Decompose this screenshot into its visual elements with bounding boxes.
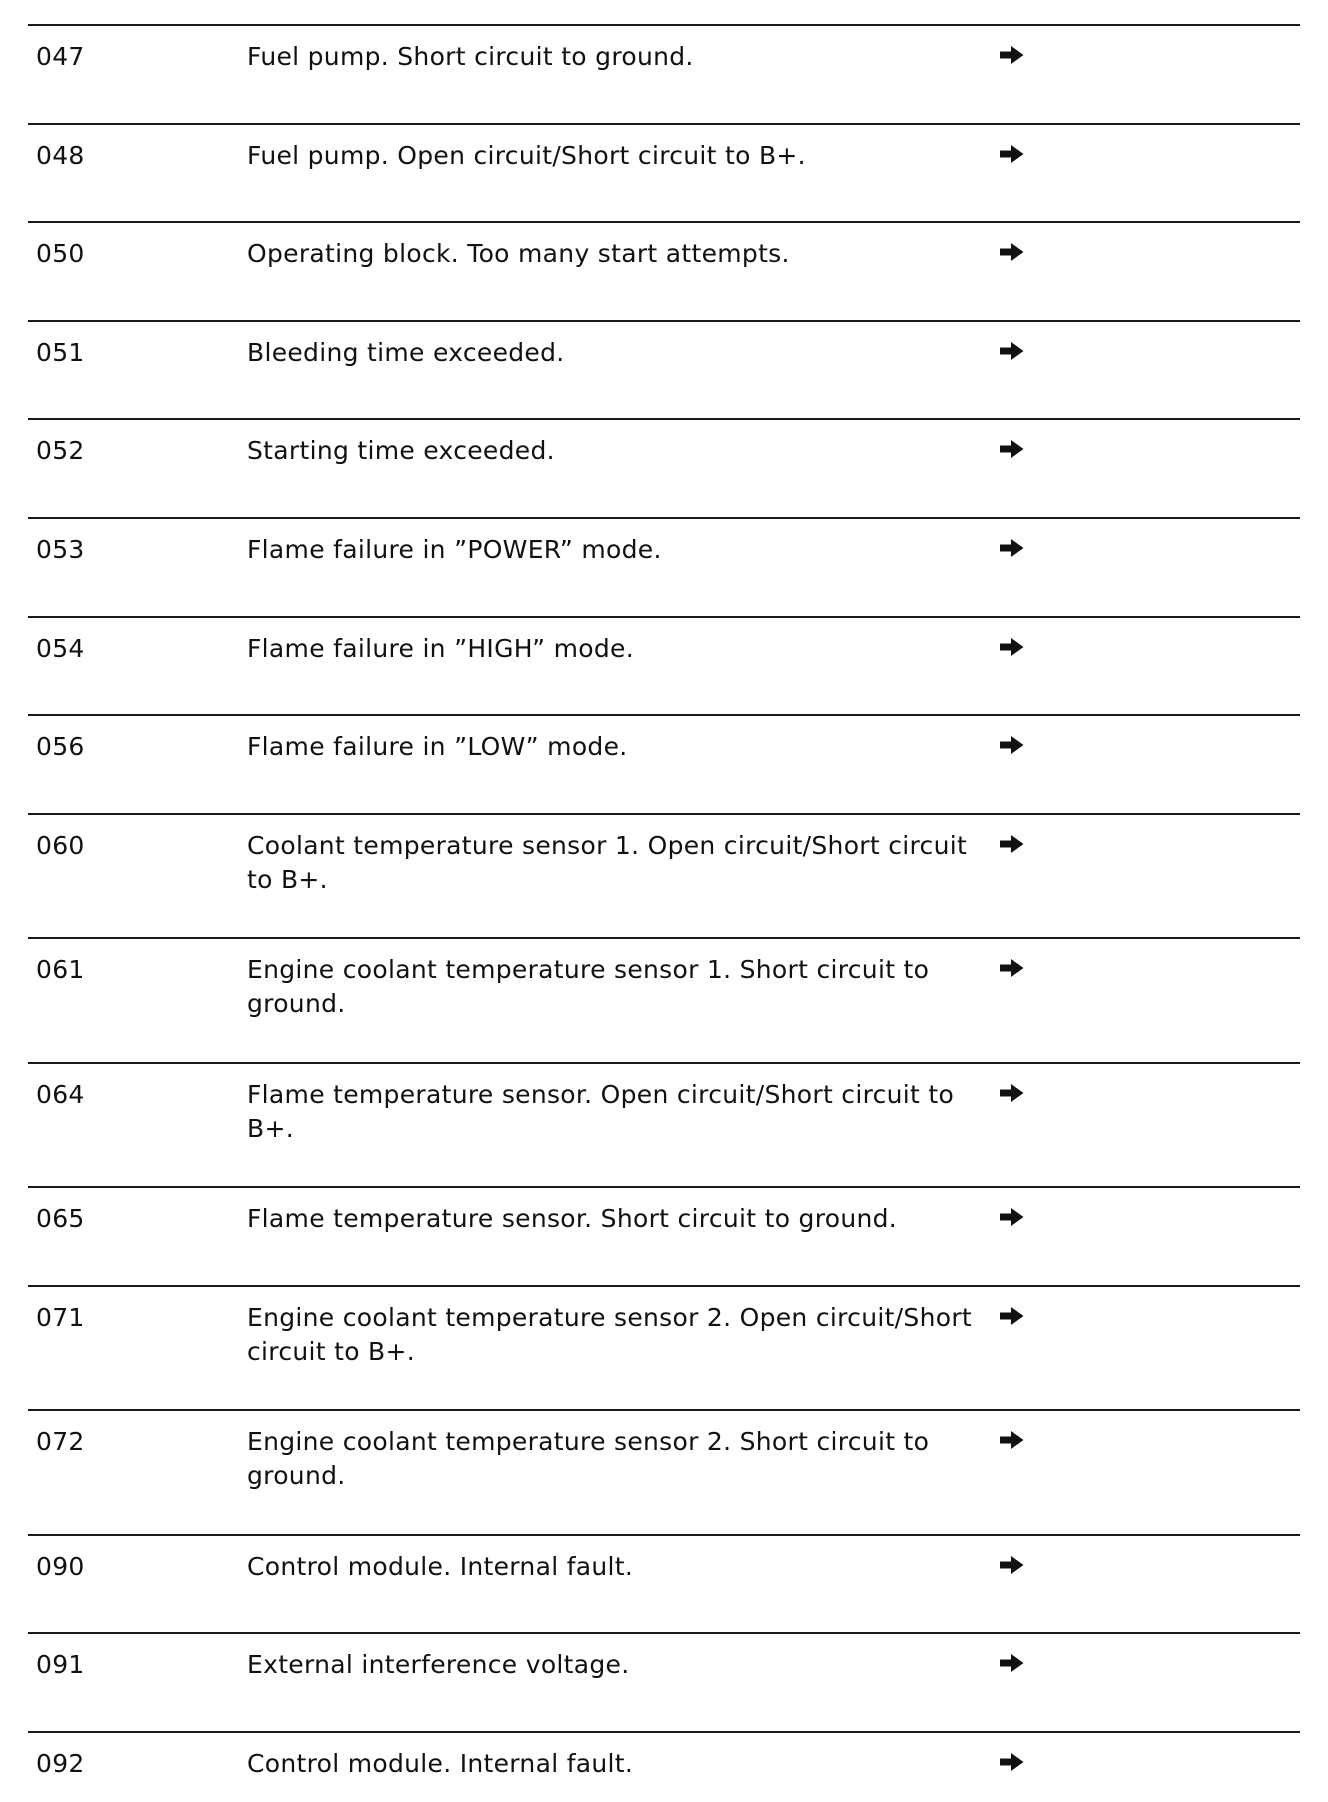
right-arrow-icon[interactable]: [999, 828, 1029, 862]
fault-code: 048: [36, 140, 85, 170]
fault-description: Flame failure in ”POWER” mode.: [247, 534, 662, 564]
table-row: [28, 616, 1300, 715]
fault-code: 047: [36, 42, 85, 71]
table-row: [28, 418, 1300, 517]
fault-description: Starting time exceeded.: [247, 436, 555, 466]
right-arrow-icon[interactable]: [999, 1647, 1029, 1681]
fault-description: Engine coolant temperature sensor 2. Open circuit/Short circuit to B+.: [247, 1302, 972, 1366]
fault-description: Flame temperature sensor. Open circuit/Short circuit to B+.: [247, 1079, 955, 1143]
right-arrow-icon[interactable]: [999, 236, 1029, 270]
fault-description: Flame failure in ”LOW” mode.: [247, 732, 628, 762]
right-arrow-icon[interactable]: [999, 952, 1029, 986]
fault-code: 053: [36, 534, 85, 564]
fault-code: 064: [36, 1079, 85, 1109]
fault-description: Bleeding time exceeded.: [247, 337, 565, 367]
right-arrow-icon[interactable]: [999, 631, 1029, 665]
fault-description: Flame failure in ”HIGH” mode.: [247, 633, 634, 663]
table-row: [28, 1632, 1300, 1731]
fault-code: 050: [36, 239, 85, 269]
right-arrow-icon[interactable]: [999, 1549, 1029, 1583]
fault-code-table: [28, 24, 1300, 1791]
table-row: [28, 937, 1300, 1062]
fault-description: Control module. Internal fault.: [247, 1551, 634, 1581]
table-row: [28, 320, 1300, 419]
right-arrow-icon[interactable]: [999, 1201, 1029, 1235]
fault-code: 056: [36, 732, 85, 762]
fault-code: 092: [36, 1749, 85, 1779]
fault-description: Control module. Internal fault.: [247, 1749, 634, 1779]
table-row: [28, 517, 1300, 616]
fault-description: Fuel pump. Open circuit/Short circuit to B+.: [247, 140, 806, 170]
fault-description: Fuel pump. Short circuit to ground.: [247, 42, 694, 71]
right-arrow-icon[interactable]: [999, 1077, 1029, 1111]
table-row: [28, 24, 1300, 123]
fault-code: 065: [36, 1204, 85, 1234]
fault-description: Engine coolant temperature sensor 2. Short circuit to ground.: [247, 1427, 930, 1491]
fault-description: Coolant temperature sensor 1. Open circuit/Short circuit to B+.: [247, 830, 968, 894]
right-arrow-icon[interactable]: [999, 532, 1029, 566]
right-arrow-icon[interactable]: [999, 1300, 1029, 1334]
table-row: [28, 221, 1300, 320]
fault-code: 052: [36, 436, 85, 466]
table-row: [28, 1731, 1300, 1791]
table-row: [28, 813, 1300, 938]
right-arrow-icon[interactable]: [999, 138, 1029, 172]
fault-description: Engine coolant temperature sensor 1. Short circuit to ground.: [247, 955, 930, 1019]
table-row: [28, 1062, 1300, 1187]
fault-description: Operating block. Too many start attempts.: [247, 239, 790, 269]
fault-code: 090: [36, 1551, 85, 1581]
fault-code: 054: [36, 633, 85, 663]
fault-description: Flame temperature sensor. Short circuit to ground.: [247, 1204, 898, 1234]
right-arrow-icon[interactable]: [999, 39, 1029, 73]
table-row: [28, 1186, 1300, 1285]
table-row: [28, 1409, 1300, 1534]
table-row: [28, 714, 1300, 813]
fault-code: 051: [36, 337, 85, 367]
fault-description: External interference voltage.: [247, 1650, 630, 1680]
right-arrow-icon[interactable]: [999, 1424, 1029, 1458]
table-row: [28, 1285, 1300, 1410]
right-arrow-icon[interactable]: [999, 729, 1029, 763]
right-arrow-icon[interactable]: [999, 433, 1029, 467]
fault-code: 061: [36, 955, 85, 985]
fault-code: 072: [36, 1427, 85, 1457]
table-row: [28, 1534, 1300, 1633]
fault-code: 071: [36, 1302, 85, 1332]
fault-code: 060: [36, 830, 85, 860]
table-row: [28, 123, 1300, 222]
right-arrow-icon[interactable]: [999, 1746, 1029, 1780]
fault-code: 091: [36, 1650, 85, 1680]
right-arrow-icon[interactable]: [999, 335, 1029, 369]
